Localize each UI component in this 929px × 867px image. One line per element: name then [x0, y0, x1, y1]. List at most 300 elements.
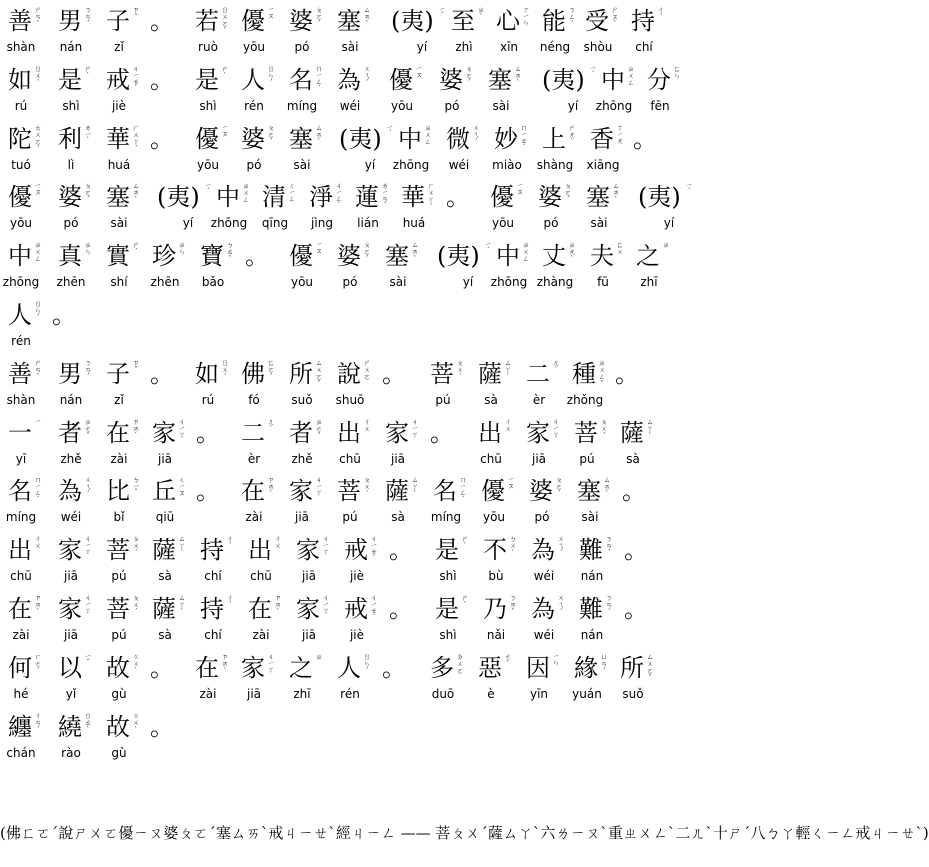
hanzi: 男 — [58, 360, 82, 388]
hanzi: (夷) — [437, 242, 480, 270]
hanzi: 優 — [389, 66, 413, 94]
text-line — [0, 592, 670, 652]
hanzi: 家 — [296, 536, 320, 564]
zhuyin: ㄧㄡ — [507, 476, 515, 489]
pinyin: sài — [293, 158, 311, 172]
hanzi: 家 — [58, 595, 82, 623]
pinyin: shuō — [335, 393, 365, 407]
pinyin: zài — [12, 628, 30, 642]
pinyin: shì — [199, 99, 217, 113]
zhuyin: ㄓㄨㄥ — [627, 65, 635, 86]
punctuation-mark: 。 — [430, 419, 454, 447]
hanzi: 塞 — [488, 66, 512, 94]
zhuyin: ㄔㄢˊ — [34, 712, 42, 734]
pinyin: chí — [204, 628, 222, 642]
zhuyin: ㄆㄛˊ — [564, 182, 572, 204]
punctuation-mark: 。 — [382, 360, 406, 388]
hanzi: 纏 — [8, 713, 32, 741]
zhuyin: ㄜˋ — [504, 653, 512, 668]
punctuation-mark: 。 — [52, 301, 76, 329]
zhuyin: ㄕˋ — [461, 535, 469, 550]
pinyin: sà — [484, 393, 498, 407]
pinyin: sà — [158, 569, 172, 583]
zhuyin: ㄑㄧㄥ — [288, 182, 296, 202]
pinyin: fó — [248, 393, 260, 407]
pinyin: chū — [10, 569, 32, 583]
pinyin: zhōng — [490, 275, 528, 289]
pinyin: yōu — [491, 216, 515, 230]
hanzi: 在 — [106, 419, 130, 447]
punctuation-mark: 。 — [150, 7, 174, 35]
zhuyin: ㄕㄤˋ — [568, 124, 576, 146]
pinyin: jiā — [390, 452, 406, 466]
punctuation-mark: 。 — [624, 536, 648, 564]
hanzi: 華 — [401, 183, 425, 211]
hanzi: 名 — [289, 66, 313, 94]
hanzi: 難 — [579, 536, 603, 564]
text-line — [0, 4, 670, 64]
hanzi: 家 — [241, 654, 265, 682]
pinyin: yōu — [482, 510, 506, 524]
punctuation-mark: 。 — [196, 477, 220, 505]
pinyin: yí — [364, 158, 376, 172]
zhuyin: ㄧㄡ — [34, 182, 42, 195]
hanzi: 婆 — [529, 477, 553, 505]
zhuyin: ㄕˋ — [221, 65, 229, 80]
zhuyin: ㄗㄞˋ — [274, 594, 282, 616]
zhuyin: ㄔˊ — [226, 535, 234, 550]
zhuyin: ㄆㄨˊ — [600, 418, 608, 440]
pinyin: zhī — [640, 275, 658, 289]
pinyin: pú — [579, 452, 595, 466]
zhuyin: ㄗㄞˋ — [267, 476, 275, 498]
pinyin: gù — [111, 687, 127, 701]
pinyin: rén — [11, 334, 31, 348]
punctuation-mark: 。 — [196, 419, 220, 447]
pinyin: chán — [6, 746, 36, 760]
zhuyin: ㄐㄧㄚ — [84, 594, 92, 614]
zhuyin: ㄓ — [662, 241, 670, 248]
pinyin: jiā — [157, 452, 173, 466]
zhuyin: ㄅㄠˇ — [226, 241, 234, 263]
pinyin: shí — [110, 275, 128, 289]
zhuyin: ㄙㄚˋ — [646, 418, 654, 440]
pinyin: zhàng — [536, 275, 574, 289]
punctuation-mark: 。 — [624, 595, 648, 623]
zhuyin: ㄙㄨㄛˇ — [646, 653, 654, 682]
zhuyin: ㄨㄟˊ — [472, 124, 480, 146]
zhuyin: ㄧˇ — [84, 653, 92, 667]
pinyin: chí — [635, 40, 653, 54]
zhuyin: ㄔㄨ — [363, 418, 371, 432]
pinyin: huá — [402, 216, 426, 230]
hanzi: 善 — [8, 360, 32, 388]
pinyin: pú — [111, 569, 127, 583]
zhuyin: ㄨㄟˊ — [557, 594, 565, 616]
pinyin: sài — [492, 99, 510, 113]
pinyin: pó — [63, 216, 79, 230]
hanzi: 塞 — [337, 7, 361, 35]
hanzi: 名 — [433, 477, 457, 505]
pinyin: xiāng — [586, 158, 620, 172]
zhuyin: ㄆㄛˊ — [84, 182, 92, 204]
pinyin: sài — [110, 216, 128, 230]
zhuyin: ㄨㄟˊ — [363, 65, 371, 87]
hanzi: 至 — [451, 7, 475, 35]
hanzi: 婆 — [58, 183, 82, 211]
pinyin: néng — [539, 40, 571, 54]
zhuyin: ㄗˇ — [132, 359, 140, 374]
pinyin: pó — [294, 40, 310, 54]
zhuyin: ㄕˋ — [84, 65, 92, 80]
hanzi: 名 — [8, 477, 32, 505]
hanzi: 菩 — [337, 477, 361, 505]
zhuyin: ㄓㄨㄥ — [34, 241, 42, 262]
pinyin: chí — [204, 569, 222, 583]
pinyin: zhēn — [150, 275, 180, 289]
zhuyin: ㄙㄞˋ — [411, 241, 419, 263]
zhuyin: ㄈㄨ — [616, 241, 624, 255]
hanzi: 丈 — [542, 242, 566, 270]
hanzi: 薩 — [478, 360, 502, 388]
zhuyin: ㄓㄨㄥˇ — [598, 359, 606, 388]
hanzi: 為 — [531, 595, 555, 623]
hanzi: 戒 — [344, 536, 368, 564]
hanzi: 珍 — [152, 242, 176, 270]
hanzi: 優 — [490, 183, 514, 211]
hanzi: 以 — [58, 654, 82, 682]
hanzi: 者 — [289, 419, 313, 447]
hanzi: 分 — [647, 66, 671, 94]
zhuyin: ㄗㄞˋ — [221, 653, 229, 675]
zhuyin: ㄙㄞˋ — [514, 65, 522, 87]
hanzi: 上 — [542, 125, 566, 153]
pinyin: pó — [342, 275, 358, 289]
hanzi: 是 — [435, 536, 459, 564]
pinyin: qiū — [155, 510, 175, 524]
pinyin: zài — [199, 687, 217, 701]
zhuyin: ㄕˊ — [132, 241, 140, 256]
zhuyin: ㄐㄧㄝˋ — [370, 594, 378, 622]
zhuyin: ㄕㄨㄛ — [363, 359, 371, 380]
zhuyin: ㄖㄠˋ — [84, 712, 92, 734]
zhuyin: ㄖㄣˊ — [34, 300, 42, 322]
pinyin: suǒ — [622, 687, 644, 701]
pinyin: yīn — [529, 687, 549, 701]
zhuyin: ㄕˋ — [461, 594, 469, 609]
zhuyin: ㄏㄨㄚˊ — [132, 124, 140, 153]
hanzi: 一 — [8, 419, 32, 447]
hanzi: 說 — [337, 360, 361, 388]
pinyin: lián — [357, 216, 379, 230]
hanzi: 二 — [241, 419, 265, 447]
pinyin: shì — [439, 628, 457, 642]
hanzi: 優 — [289, 242, 313, 270]
hanzi: 不 — [483, 536, 507, 564]
zhuyin: ㄦˋ — [552, 359, 560, 374]
pinyin: shàng — [536, 158, 574, 172]
hanzi: 實 — [106, 242, 130, 270]
hanzi: 華 — [106, 125, 130, 153]
pinyin: jiā — [246, 687, 262, 701]
hanzi: (夷) — [157, 183, 200, 211]
pinyin: pó — [444, 99, 460, 113]
hanzi: (夷) — [638, 183, 681, 211]
zhuyin: ㄅㄨˋ — [509, 535, 517, 557]
zhuyin: ㄋㄢˊ — [605, 535, 613, 557]
pinyin: chū — [339, 452, 361, 466]
pinyin: wéi — [533, 569, 555, 583]
punctuation-mark: 。 — [150, 713, 174, 741]
pinyin: rén — [244, 99, 264, 113]
hanzi: 優 — [8, 183, 32, 211]
hanzi: 難 — [579, 595, 603, 623]
pinyin: jiā — [63, 569, 79, 583]
hanzi: 夫 — [590, 242, 614, 270]
pinyin: zhī — [293, 687, 311, 701]
zhuyin: ㄆㄨˊ — [132, 535, 140, 557]
pinyin: yí — [182, 216, 194, 230]
zhuyin: ㄐㄧㄝˋ — [370, 535, 378, 563]
zhuyin: ㄕㄡˋ — [611, 6, 619, 28]
zhuyin: ㄓㄣ — [84, 241, 92, 255]
hanzi: 戒 — [106, 66, 130, 94]
hanzi: (夷) — [391, 7, 434, 35]
punctuation-mark: 。 — [150, 654, 174, 682]
hanzi: 二 — [526, 360, 550, 388]
zhuyin: ㄖㄨˊ — [34, 65, 42, 87]
hanzi: 家 — [296, 595, 320, 623]
text-line — [0, 357, 670, 417]
hanzi: 若 — [195, 7, 219, 35]
zhuyin: ㄇㄧㄠˋ — [520, 124, 528, 152]
zhuyin: ㄙㄞˋ — [612, 182, 620, 204]
pinyin: jiè — [349, 569, 365, 583]
pinyin: jiā — [301, 628, 317, 642]
pinyin: zài — [245, 510, 263, 524]
pinyin: qīng — [261, 216, 289, 230]
zhuyin: ㄗㄞˋ — [34, 594, 42, 616]
hanzi: 婆 — [538, 183, 562, 211]
pinyin: xīn — [499, 40, 519, 54]
hanzi: 是 — [435, 595, 459, 623]
zhuyin: ㄗˇ — [132, 6, 140, 21]
zhuyin: ㄆㄛˊ — [315, 6, 323, 28]
text-line — [0, 63, 681, 123]
zhuyin: ㄙㄞˋ — [603, 476, 611, 498]
zhuyin: ㄖㄨㄛˋ — [221, 6, 229, 35]
zhuyin: ㄖㄨˊ — [221, 359, 229, 381]
punctuation-mark: 。 — [622, 477, 646, 505]
hanzi: 家 — [289, 477, 313, 505]
pinyin: nǎi — [486, 628, 506, 642]
zhuyin: ㄖㄣˊ — [363, 653, 371, 675]
hanzi: 塞 — [577, 477, 601, 505]
hanzi: 出 — [248, 536, 272, 564]
text-line — [0, 180, 693, 240]
pinyin: zhōng — [210, 216, 248, 230]
hanzi: 丘 — [152, 477, 176, 505]
pinyin: yǐ — [65, 687, 77, 701]
zhuyin: ㄐㄧㄚ — [322, 594, 330, 614]
zhuyin: ㄓㄜˇ — [84, 418, 92, 440]
hanzi: 男 — [58, 7, 82, 35]
hanzi: 妙 — [494, 125, 518, 153]
pinyin: sài — [341, 40, 359, 54]
pinyin: yōu — [9, 216, 33, 230]
pinyin: zhǒng — [566, 393, 604, 407]
hanzi: 佛 — [241, 360, 265, 388]
hanzi: 薩 — [152, 595, 176, 623]
hanzi: 受 — [585, 7, 609, 35]
pinyin: rú — [201, 393, 215, 407]
zhuyin: ㄓㄨㄥ — [424, 124, 432, 145]
hanzi: 優 — [241, 7, 265, 35]
hanzi: 出 — [8, 536, 32, 564]
pinyin: è — [487, 687, 495, 701]
zhuyin: ㄧㄣ — [552, 653, 560, 666]
hanzi: 子 — [106, 7, 130, 35]
hanzi: 塞 — [289, 125, 313, 153]
punctuation-mark: 。 — [389, 595, 413, 623]
zhuyin: ㄋㄢˊ — [84, 359, 92, 381]
hanzi: 人 — [241, 66, 265, 94]
zhuyin: ㄗㄞˋ — [132, 418, 140, 440]
pinyin: jiā — [294, 510, 310, 524]
pinyin: lì — [67, 158, 75, 172]
pinyin: jìng — [311, 216, 333, 230]
hanzi: 為 — [531, 536, 555, 564]
zhuyin: ㄈㄣ — [673, 65, 681, 79]
text-line — [0, 651, 670, 711]
pinyin: bù — [488, 569, 504, 583]
zhuyin: ㄙㄚˋ — [411, 476, 419, 498]
pinyin: zhōng — [595, 99, 633, 113]
pinyin: yōu — [196, 158, 220, 172]
zhuyin: ㄋㄢˊ — [605, 594, 613, 616]
zhuyin: ㄒㄧㄤ — [616, 124, 624, 144]
hanzi: 在 — [241, 477, 265, 505]
pinyin: wéi — [339, 99, 361, 113]
hanzi: 惡 — [478, 654, 502, 682]
hanzi: 能 — [542, 7, 566, 35]
pinyin: nán — [59, 393, 83, 407]
zhuyin: ㄍㄨˋ — [132, 712, 140, 734]
pinyin: yī — [15, 452, 27, 466]
zhuyin: ㄑㄧㄡ — [178, 476, 186, 496]
pinyin: pó — [543, 216, 559, 230]
zhuyin: ㄆㄨˊ — [456, 359, 464, 381]
pinyin: zài — [110, 452, 128, 466]
hanzi: 中 — [398, 125, 422, 153]
hanzi: 婆 — [289, 7, 313, 35]
pinyin: sà — [626, 452, 640, 466]
pinyin: fū — [597, 275, 609, 289]
hanzi: 所 — [289, 360, 313, 388]
zhuyin: ㄙㄞˋ — [363, 6, 371, 28]
pinyin: miào — [492, 158, 522, 172]
hanzi: 繞 — [58, 713, 82, 741]
pinyin: yí — [567, 99, 579, 113]
pinyin: sài — [590, 216, 608, 230]
text-line — [0, 239, 670, 299]
zhuyin: ㄐㄧㄚ — [267, 653, 275, 673]
hanzi: 出 — [478, 419, 502, 447]
zhuyin: ㄧㄡ — [516, 182, 524, 195]
hanzi: 淨 — [309, 183, 333, 211]
zhuyin: ㄩㄢˊ — [600, 653, 608, 675]
pinyin: zǐ — [114, 393, 124, 407]
punctuation-mark: 。 — [150, 66, 174, 94]
pinyin: sài — [581, 510, 599, 524]
pinyin: yōu — [242, 40, 266, 54]
pinyin: wéi — [448, 158, 470, 172]
pinyin: tuó — [11, 158, 31, 172]
hanzi: 家 — [58, 536, 82, 564]
hanzi: 菩 — [574, 419, 598, 447]
zhuyin: ㄋㄢˊ — [84, 6, 92, 28]
hanzi: 薩 — [152, 536, 176, 564]
pinyin: chū — [480, 452, 502, 466]
zhuyin: ㄔㄨ — [504, 418, 512, 432]
hanzi: 菩 — [430, 360, 454, 388]
zhuyin: ㄇㄧㄥˊ — [459, 476, 467, 504]
hanzi: 菩 — [106, 595, 130, 623]
hanzi: 子 — [106, 360, 130, 388]
hanzi: 利 — [58, 125, 82, 153]
hanzi: 多 — [430, 654, 454, 682]
hanzi: 蓮 — [355, 183, 379, 211]
hanzi: 塞 — [586, 183, 610, 211]
pinyin: chū — [250, 569, 272, 583]
zhuyin: ㄐㄧㄝˋ — [132, 65, 140, 93]
hanzi: 陀 — [8, 125, 32, 153]
hanzi: 故 — [106, 654, 130, 682]
hanzi: 心 — [496, 7, 520, 35]
zhuyin: ㄓ — [315, 653, 323, 660]
zhuyin: ㄧˊ — [204, 182, 212, 196]
zhuyin: ㄊㄨㄛˊ — [34, 124, 42, 153]
pinyin: zhōng — [2, 275, 40, 289]
pinyin: zhēn — [56, 275, 86, 289]
zhuyin: ㄦˋ — [267, 418, 275, 433]
hanzi: 真 — [58, 242, 82, 270]
pinyin: jiè — [349, 628, 365, 642]
pinyin: pú — [435, 393, 451, 407]
hanzi: 香 — [590, 125, 614, 153]
hanzi: 婆 — [439, 66, 463, 94]
pinyin: nán — [580, 569, 604, 583]
zhuyin: ㄔˊ — [226, 594, 234, 609]
zhuyin: ㄕㄢˋ — [34, 359, 42, 381]
zhuyin: ㄓˋ — [477, 6, 485, 21]
zhuyin: ㄇㄧㄥˊ — [34, 476, 42, 504]
pinyin: suǒ — [291, 393, 313, 407]
hanzi: 寶 — [200, 242, 224, 270]
zhuyin: ㄧㄡ — [315, 241, 323, 254]
pinyin: zhě — [291, 452, 313, 466]
zhuyin: ㄓㄣ — [178, 241, 186, 255]
pinyin: hé — [13, 687, 29, 701]
zhuyin: ㄅㄧˇ — [132, 476, 140, 497]
hanzi: 微 — [446, 125, 470, 153]
zhuyin: ㄔˊ — [657, 6, 665, 21]
zhuyin: ㄐㄧㄥˋ — [335, 182, 343, 210]
hanzi: 持 — [631, 7, 655, 35]
hanzi: 薩 — [385, 477, 409, 505]
zhuyin: ㄙㄚˋ — [178, 535, 186, 557]
pinyin: yuán — [572, 687, 602, 701]
